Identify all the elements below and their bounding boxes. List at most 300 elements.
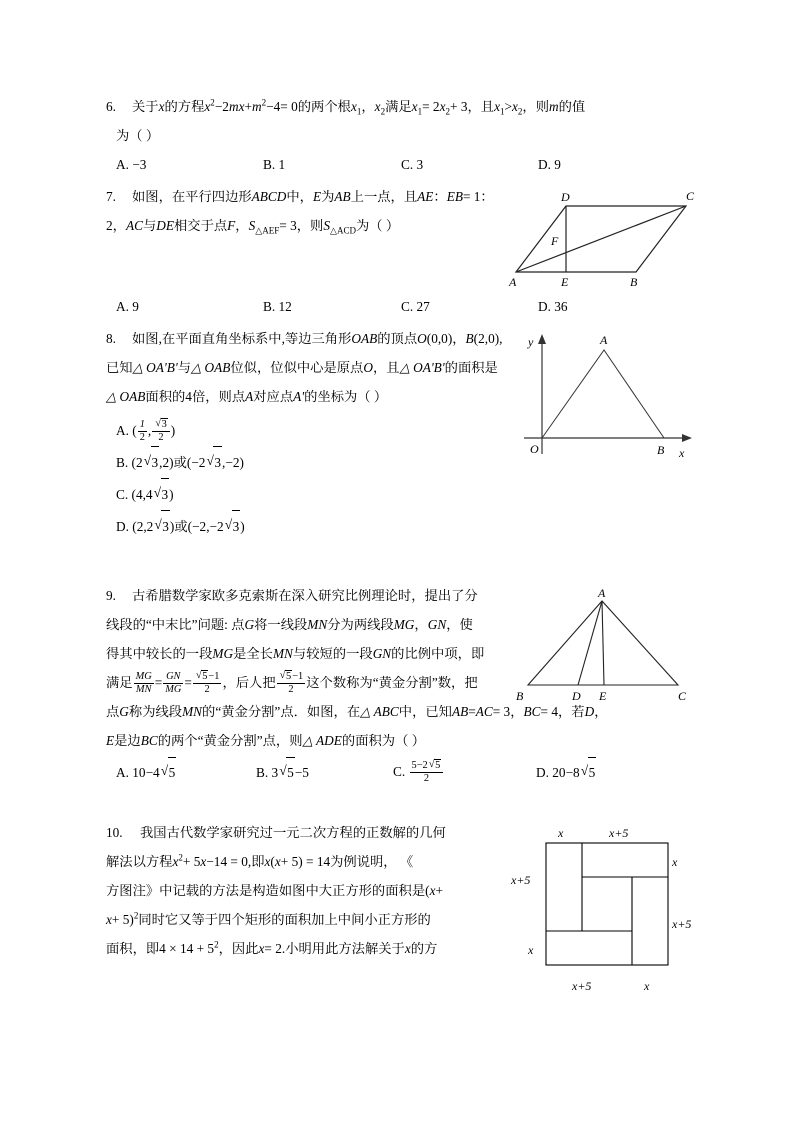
q8-option-c[interactable] <box>106 478 696 510</box>
q10-eq-x2: = 2. <box>264 941 286 956</box>
q9-frac-golden <box>193 670 222 695</box>
q9-golden-num: √ 5−1 <box>195 669 220 683</box>
q6-eq-zero: = 0 <box>280 99 298 114</box>
q10-plus-1: + <box>435 883 443 898</box>
question-6-number: 6. <box>106 99 116 114</box>
q6-root-x1: x <box>350 99 357 114</box>
q9-point-e: E <box>106 733 115 748</box>
q10-eq-rest: + 5 <box>182 854 201 869</box>
q9-opt-b-t1: 3 <box>271 765 279 780</box>
q10-line-2 <box>106 847 506 876</box>
q10-eq-m14: −14 = 0 <box>206 854 248 869</box>
label-c: C <box>678 689 687 703</box>
q9-text-l5b: 称为线段 <box>128 704 183 719</box>
q9-text-l2c: 分为两线段 <box>327 617 394 632</box>
q6-eq-m2: m <box>251 99 262 114</box>
q7-colon: ： <box>433 189 447 204</box>
label-a: A <box>509 275 517 288</box>
q10-eq-p5: + 5) = 14 <box>280 854 331 869</box>
q6-eq-exp: 2 <box>210 97 215 108</box>
q8-opt-a-num1: 1 <box>139 419 145 431</box>
q7-option-d-value: 36 <box>554 299 568 314</box>
q9-text-l4a: 满足 <box>106 675 133 690</box>
q6-eq-minus4: −4 <box>266 99 281 114</box>
q10-text-l4a: 同时它又等于四个矩形的面积加上中间小正方形的 <box>138 912 431 927</box>
q9-opt-a-t1: 10−4 <box>132 765 160 780</box>
q10-x-1: x <box>172 854 179 869</box>
q8-point-a: A <box>245 389 254 404</box>
q6-option-c-label: C. <box>401 157 414 172</box>
q9-point-g2: G <box>119 704 129 719</box>
sqrt-icon: √ 3 <box>154 478 170 510</box>
q6-cond-x1: x <box>411 99 418 114</box>
label-right-top: x <box>672 855 678 869</box>
q6-option-a[interactable] <box>116 150 146 180</box>
label-y-axis: y <box>528 335 534 349</box>
q6-var-x: x <box>158 99 165 114</box>
q8-b-coord-open: ( <box>473 331 479 346</box>
q8-tri-2: △ OAB <box>190 360 231 375</box>
q7-option-c[interactable] <box>401 292 430 322</box>
q7-option-a[interactable] <box>116 292 139 322</box>
q9-seg-bc: BC <box>523 704 541 719</box>
q8-text-6: 位似，位似中心是原点 <box>230 360 364 375</box>
question-9-figure <box>506 585 702 707</box>
q9-point-g: G <box>244 617 255 632</box>
question-9-options <box>106 757 696 787</box>
sqrt-icon: √ 5 <box>161 757 177 788</box>
q7-area1-value: = 3 <box>279 218 297 233</box>
q6-text-5: ，且 <box>467 99 495 114</box>
q7-point-e: E <box>312 189 322 204</box>
q8-tri-oab: OAB <box>351 331 378 346</box>
q9-text-l6a: 是边 <box>114 733 141 748</box>
q9-seg-bc2: BC <box>140 733 158 748</box>
q10-text-l5a: 面积，即4 × 14 + 5 <box>106 941 215 956</box>
q6-root-x2: x <box>374 99 381 114</box>
q9-frac2-den: MG <box>165 683 182 695</box>
q7-point-f: F <box>227 218 236 233</box>
q7-text-8: ，则 <box>296 218 324 233</box>
q7-area1: S <box>248 218 256 233</box>
q6-option-b[interactable] <box>263 150 285 180</box>
q9-eq-3: = <box>468 704 476 719</box>
q7-e2: E <box>446 189 455 204</box>
q10-x-5: x <box>429 883 436 898</box>
q8-opt-d-t2: ) <box>169 519 175 534</box>
q7-ratio: = 1：2， <box>106 189 494 233</box>
q9-text-l4c: 这个数称为“黄金分割”数，把 <box>306 675 478 690</box>
q8-point-a-prime: A' <box>293 389 305 404</box>
q10-line-5 <box>106 934 506 963</box>
q7-text-6: 相交于点 <box>173 218 228 233</box>
sqrt-icon: √ 5 <box>279 757 295 788</box>
q9-text-l5f: ，若 <box>558 704 585 719</box>
q8-option-c-label: C. <box>116 487 129 502</box>
q8-opt-a-den2: 2 <box>152 431 170 444</box>
q8-opt-a-num2 <box>152 418 170 431</box>
q9-seg-mn: MN <box>307 617 328 632</box>
q6-eq-minus: −2 <box>214 99 229 114</box>
q6-option-b-value: 1 <box>278 157 286 172</box>
q7-option-b[interactable] <box>263 292 292 322</box>
q7-seg-de: DE <box>156 218 174 233</box>
q8-opt-a-den1: 2 <box>139 431 145 443</box>
label-b: B <box>630 275 638 288</box>
question-10-number: 10. <box>106 825 123 840</box>
q9-option-b[interactable] <box>256 757 309 788</box>
q9-point-d: D <box>584 704 595 719</box>
question-9-number: 9. <box>106 588 116 603</box>
q6-option-c[interactable] <box>401 150 423 180</box>
q9-seg-mn3: MN <box>182 704 203 719</box>
q7-seg-ae: AE <box>417 189 434 204</box>
label-e: E <box>599 689 607 703</box>
q9-eq-1: = <box>154 675 163 690</box>
q6-option-d-label: D. <box>538 157 551 172</box>
q10-text-l5b: ，因此 <box>218 941 259 956</box>
q10-x-6: x <box>106 912 112 927</box>
q9-eq-5: = 4 <box>540 704 558 719</box>
q8-opt-a-frac2 <box>152 418 170 443</box>
q8-opt-d-t4: ) <box>240 519 245 534</box>
sqrt-icon: √ 3 <box>154 510 170 542</box>
label-right-bottom: x+5 <box>672 917 692 931</box>
label-bottom-right: x <box>644 979 650 993</box>
q6-gt-sign: > <box>504 99 512 114</box>
q7-b2: B <box>454 189 463 204</box>
q9-opt-b-t2: −5 <box>294 765 309 780</box>
q6-option-b-label: B. <box>263 157 276 172</box>
q6-eq-exp2: 2 <box>261 97 267 108</box>
q6-option-a-label: A. <box>116 157 129 172</box>
q8-opt-c-t2: ) <box>169 487 174 502</box>
q6-cond-sub1: 1 <box>417 106 423 117</box>
q6-text-8: 为（ ） <box>116 128 160 143</box>
q10-x-4: x <box>274 854 281 869</box>
q7-area1-sub: △AEF <box>255 225 280 236</box>
q10-text-l3a: 方图注》中记载的方法是构造如图中大正方形的面积是 <box>106 883 426 898</box>
q6-text-1: 关于 <box>132 99 159 114</box>
q10-x-8: x <box>404 941 411 956</box>
q9-frac-gn-mg <box>163 671 183 695</box>
q10-line-4 <box>106 905 506 934</box>
q7-text-1: 如图，在平行四边形 <box>132 189 252 204</box>
q10-text-l2b: ,即 <box>247 854 265 869</box>
q9-opt-c-num: 5−2 √ 5 <box>411 758 441 772</box>
q6-text-2: 的方程 <box>164 99 205 114</box>
question-10 <box>106 818 696 998</box>
label-d: D <box>572 689 581 703</box>
q10-paren-open: ( <box>270 854 275 869</box>
label-bottom-left: x+5 <box>572 979 592 993</box>
q10-paren-open2: ( <box>425 883 430 898</box>
q6-option-a-value: −3 <box>132 157 147 172</box>
q9-seg-ab: AB <box>451 704 469 719</box>
label-a: A <box>600 333 608 347</box>
q8-text-5: 与 <box>177 360 191 375</box>
q10-line-1 <box>106 818 506 847</box>
q7-option-b-value: 12 <box>278 299 292 314</box>
label-d: D <box>561 190 570 204</box>
q6-text-6: ，则 <box>522 99 550 114</box>
question-8-figure <box>514 326 704 466</box>
q9-text-l1: 古希腊数学家欧多克索斯在深入研究比例理论时，提出了分 <box>132 588 478 603</box>
q7-option-c-label: C. <box>401 299 414 314</box>
q9-tri-abc: △ ABC <box>360 704 399 719</box>
q8-point-o2: O <box>363 360 373 375</box>
questions-container <box>106 92 696 1000</box>
q10-eq-p5b: + 5) <box>111 912 134 927</box>
q8-opt-b-t4: ,−2) <box>222 455 244 470</box>
q7-seg-ac: AC <box>125 218 143 233</box>
q10-exp-3: 2 <box>214 939 219 950</box>
label-top-right: x+5 <box>609 826 629 840</box>
q9-frac-mg-mn <box>134 671 154 695</box>
label-f: F <box>551 234 559 248</box>
label-b: B <box>657 443 665 457</box>
q8-tri-1: △ OA'B' <box>132 360 178 375</box>
question-9 <box>106 581 696 816</box>
question-7 <box>106 182 696 322</box>
q6-text-4: 满足 <box>385 99 412 114</box>
q10-x-exp: 2 <box>178 852 183 863</box>
q9-golden2-num: √ 5−1 <box>279 669 304 683</box>
q8-text-10: 面积的4倍，则点 <box>145 389 246 404</box>
question-6 <box>106 92 696 180</box>
q6-option-c-value: 3 <box>416 157 424 172</box>
sqrt-icon: √ 5 <box>581 757 597 788</box>
outer-square <box>546 843 668 965</box>
q8-opt-a-frac1 <box>138 419 147 443</box>
q8-text-2: 的顶点 <box>377 331 418 346</box>
q8-opt-d-or: 或 <box>174 519 188 534</box>
q10-text-l1: 我国古代数学家研究过一元二次方程的正数解的几何 <box>140 825 446 840</box>
q6-text-7: 的值 <box>558 99 586 114</box>
question-7-stem <box>106 182 496 240</box>
q9-option-c[interactable] <box>393 757 444 787</box>
question-6-stem <box>106 92 696 121</box>
q9-text-l5a: 点 <box>106 704 120 719</box>
q8-opt-d-t1: (2,2 <box>132 519 154 534</box>
q7-text-5: 与 <box>142 218 157 233</box>
question-7-figure <box>504 184 700 288</box>
q6-eq-x: x <box>204 99 211 114</box>
q9-eq-4: = 3 <box>492 704 511 719</box>
sqrt-icon: √ 3 <box>155 417 167 431</box>
q9-option-a-label: A. <box>116 765 129 780</box>
q8-opt-b-t3: (−2 <box>186 455 206 470</box>
q7-option-b-label: B. <box>263 299 276 314</box>
q6-gt-x2: x <box>512 99 518 114</box>
q7-text-7: ， <box>235 218 249 233</box>
label-b: B <box>516 689 524 703</box>
q8-text-1: 如图,在平面直角坐标系中,等边三角形 <box>132 331 352 346</box>
q9-text-l4b: ，后人把 <box>222 675 276 690</box>
question-8 <box>106 324 696 579</box>
question-6-options <box>106 150 696 180</box>
label-left-top: x+5 <box>511 873 531 887</box>
q8-text-3: ， <box>452 331 466 346</box>
label-e: E <box>561 275 569 288</box>
q8-option-d[interactable] <box>106 510 696 542</box>
label-a: A <box>598 586 606 600</box>
q9-text-l2d: ， <box>414 617 428 632</box>
q9-text-l5g: ， <box>594 704 608 719</box>
q7-area2-sub: △ACD <box>330 225 357 236</box>
q7-option-d[interactable] <box>538 292 568 322</box>
q9-text-l3a: 得其中较长的一段 <box>106 646 213 661</box>
q9-seg-mn2: MN <box>272 646 293 661</box>
q10-text-l5d: 的方 <box>410 941 438 956</box>
q9-opt-c-frac <box>410 759 444 784</box>
q7-text-9: 为（ ） <box>356 218 400 233</box>
q7-text-4: 上一点，且 <box>350 189 418 204</box>
q9-frac-golden-2 <box>277 670 306 695</box>
q8-opt-b-or: 或 <box>173 455 187 470</box>
q8-opt-b-t2: ,2) <box>159 455 174 470</box>
q9-text-l3d: 的比例中项，即 <box>391 646 485 661</box>
q10-text-l2a: 解法以方程 <box>106 854 173 869</box>
q8-option-b-label: B. <box>116 455 129 470</box>
q6-comma: ， <box>361 99 375 114</box>
q8-text-11: 对应点 <box>253 389 294 404</box>
q6-root-sub2: 2 <box>380 106 386 117</box>
q8-option-a[interactable]: A. ( $\frac{1}{2}$ , √ 3 2 ) <box>116 417 176 443</box>
sqrt-icon: √ 5 <box>428 758 441 772</box>
q9-text-l5c: 的“黄金分割”点．如图，在 <box>202 704 361 719</box>
q8-opt-d-t3: (−2,−2 <box>187 519 224 534</box>
sqrt-icon: √ 5 <box>279 669 292 683</box>
q9-text-l6b: 的两个“黄金分割”点，则 <box>157 733 303 748</box>
q9-text-l5e: ， <box>510 704 524 719</box>
q9-option-c-label: C. <box>393 764 406 779</box>
q6-gt-sub2: 2 <box>517 106 523 117</box>
q7-seg-ab: AB <box>334 189 351 204</box>
q9-frac1-num: MG <box>135 671 152 683</box>
q9-text-l3b: 是全长 <box>233 646 273 661</box>
q8-text-4: ,已知 <box>106 331 503 375</box>
q6-var-m: m <box>549 99 559 114</box>
triangle-oab <box>542 350 664 438</box>
q9-text-l6c: 的面积为（ ） <box>341 733 426 748</box>
q8-text-12: 的坐标为（ ） <box>304 389 388 404</box>
q9-text-l3c: 与较短的一段 <box>292 646 373 661</box>
sqrt-icon: √ 5 <box>195 669 208 683</box>
sqrt-icon: √ 3 <box>225 510 241 542</box>
q6-option-d[interactable] <box>538 150 561 180</box>
q7-area2: S <box>323 218 330 233</box>
question-8-stem <box>106 324 506 411</box>
q8-tri-4: △ OAB <box>106 389 146 404</box>
q10-exp-2: 2 <box>133 910 139 921</box>
q10-text-l2c: 为例说明， 《 <box>330 854 414 869</box>
sqrt-icon: √ 3 <box>144 446 160 478</box>
q9-text-l5d: 中，已知 <box>398 704 452 719</box>
q9-frac2-num: GN <box>166 671 181 683</box>
q9-golden-den: 2 <box>193 683 222 696</box>
q9-frac1-den: MN <box>134 683 154 696</box>
sqrt-icon: √ 3 <box>206 446 222 478</box>
q9-seg-mg: MG <box>393 617 415 632</box>
question-10-stem <box>106 818 506 963</box>
q10-x-7: x <box>258 941 265 956</box>
q7-text-3: 为 <box>321 189 335 204</box>
q6-cond-sub2: 2 <box>445 106 450 117</box>
q6-eq-m: m <box>228 99 239 114</box>
q7-option-a-label: A. <box>116 299 129 314</box>
q9-option-b-label: B. <box>256 765 269 780</box>
q8-text-7: ，且 <box>372 360 400 375</box>
q10-x-2: x <box>200 854 207 869</box>
q9-option-d[interactable] <box>536 757 596 788</box>
q7-option-c-value: 27 <box>416 299 430 314</box>
q9-option-d-label: D. <box>536 765 549 780</box>
q9-golden2-den: 2 <box>277 683 306 696</box>
q6-root-sub1: 1 <box>356 106 362 117</box>
q7-text-2: 中， <box>286 189 313 204</box>
label-o: O <box>530 442 539 456</box>
label-top-left: x <box>558 826 564 840</box>
q9-seg-mg2: MG <box>212 646 234 661</box>
q6-cond-plus3: + 3 <box>450 99 468 114</box>
q8-option-d-label: D. <box>116 519 129 534</box>
q9-text-l2e: ，使 <box>446 617 473 632</box>
q6-cond-x2: x <box>439 99 446 114</box>
q8-point-b: B <box>465 331 474 346</box>
question-10-figure <box>506 818 702 1003</box>
q6-eq-plus: + <box>244 99 252 114</box>
question-7-number: 7. <box>106 189 116 204</box>
q9-line-6 <box>106 726 576 755</box>
x-axis-arrow <box>682 434 692 442</box>
q9-opt-c-den: 2 <box>410 772 444 785</box>
q6-gt-x1: x <box>494 99 500 114</box>
q9-opt-d-t1: 20−8 <box>552 765 580 780</box>
question-8-number: 8. <box>106 331 116 346</box>
q8-opt-b-t1: (2 <box>131 455 143 470</box>
label-x-axis: x <box>679 446 685 460</box>
q6-gt-sub1: 1 <box>499 106 505 117</box>
q6-text-3: 的两个根 <box>297 99 351 114</box>
q9-tri-ade: △ ADE <box>302 733 342 748</box>
q9-seg-gn2: GN <box>372 646 392 661</box>
question-6-stem-line2 <box>106 121 696 150</box>
q8-b-coord: 2,0) <box>478 331 500 346</box>
q9-option-a[interactable] <box>116 757 176 788</box>
q8-o-coord: (0,0) <box>426 331 453 346</box>
q10-line-3 <box>106 876 506 905</box>
q8-tri-3: △ OA'B' <box>399 360 445 375</box>
q8-text-9: 面积是 <box>457 360 498 375</box>
cevian-ad <box>578 601 602 685</box>
q6-option-d-value: 9 <box>554 157 561 172</box>
q7-option-d-label: D. <box>538 299 551 314</box>
q9-eq-2: = <box>184 675 192 690</box>
q9-text-l2a: 线段的“中末比”问题: 点 <box>106 617 245 632</box>
q8-text-8: 的 <box>444 360 458 375</box>
q8-option-a-label: A. <box>116 423 129 438</box>
q9-seg-ac: AC <box>475 704 493 719</box>
q6-cond-eq: = 2 <box>422 99 440 114</box>
q10-x-3: x <box>264 854 271 869</box>
y-axis-arrow <box>538 334 546 344</box>
q10-text-l5c: 小明用此方法解关于 <box>285 941 405 956</box>
q8-point-o: O <box>417 331 427 346</box>
q7-option-a-value: 9 <box>132 299 139 314</box>
q9-seg-gn: GN <box>427 617 447 632</box>
label-c: C <box>686 189 695 203</box>
